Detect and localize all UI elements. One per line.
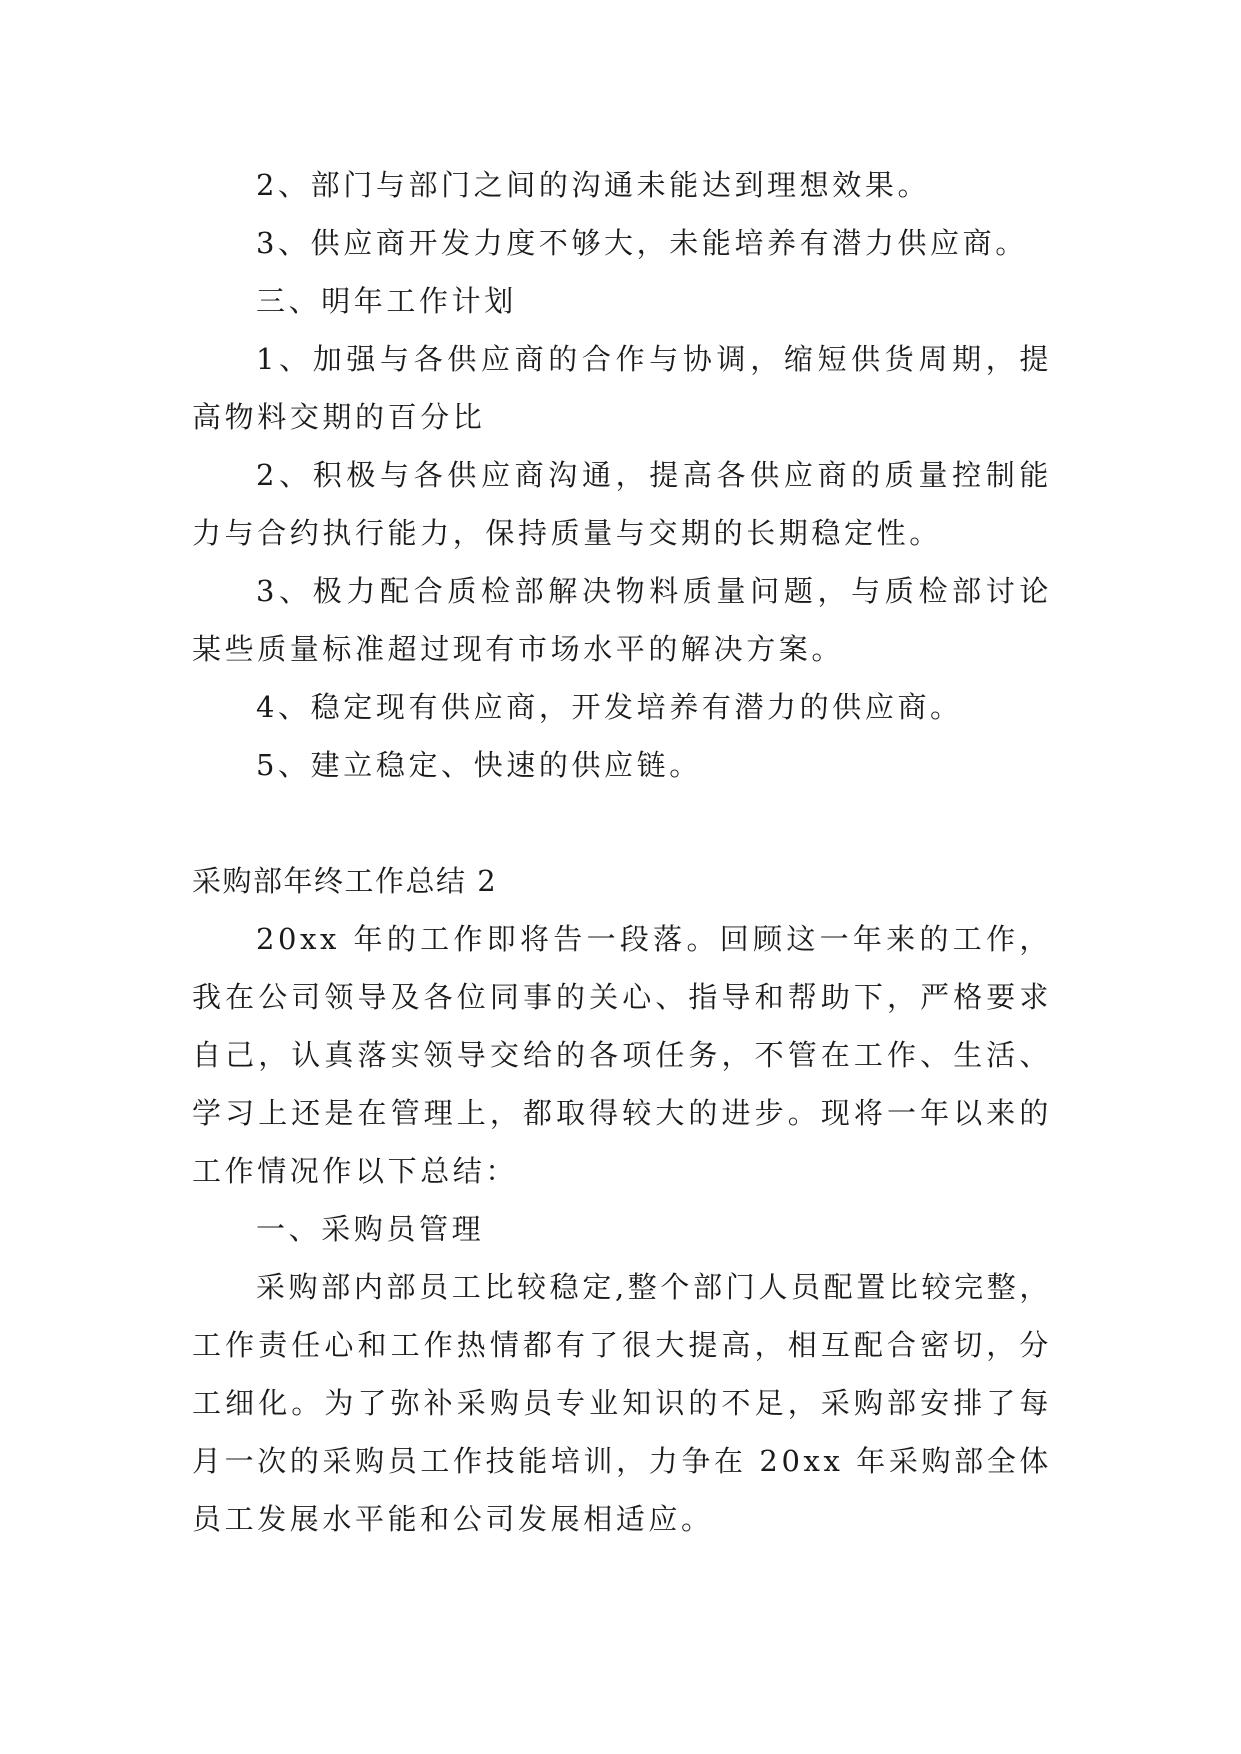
- section-heading: 三、明年工作计划: [256, 284, 517, 318]
- document-body: [192, 156, 1052, 1548]
- section-heading: 一、采购员管理: [256, 1212, 485, 1246]
- paragraph: 5、建立稳定、快速的供应链。: [256, 748, 702, 782]
- paragraph: 20xx 年的工作即将告一段落。回顾这一年来的工作，我在公司领导及各位同事的关心、指导和帮助下，严格要求自己，认真落实领导交给的各项任务，不管在工作、生活、学习上还是在管理上，都取得较大的进步。现将一年以来的工作情况作以下总结：: [192, 922, 1052, 1188]
- document-title: 采购部年终工作总结 2: [192, 864, 498, 898]
- paragraph: 2、部门与部门之间的沟通未能达到理想效果。: [256, 168, 931, 202]
- section-spacer: [192, 794, 1052, 852]
- paragraph: 3、供应商开发力度不够大，未能培养有潜力供应商。: [256, 226, 1028, 260]
- paragraph: 4、稳定现有供应商，开发培养有潜力的供应商。: [256, 690, 963, 724]
- paragraph: 2、积极与各供应商沟通，提高各供应商的质量控制能力与合约执行能力，保持质量与交期的长期稳定性。: [192, 458, 1052, 550]
- paragraph: 采购部内部员工比较稳定,整个部门人员配置比较完整，工作责任心和工作热情都有了很大提高，相互配合密切，分工细化。为了弥补采购员专业知识的不足，采购部安排了每月一次的采购员工作技能培训，力争在 20xx 年采购部全体员工发展水平能和公司发展相适应。: [192, 1270, 1052, 1536]
- paragraph: 1、加强与各供应商的合作与协调，缩短供货周期，提高物料交期的百分比: [192, 342, 1052, 434]
- paragraph: 3、极力配合质检部解决物料质量问题，与质检部讨论某些质量标准超过现有市场水平的解决方案。: [192, 574, 1052, 666]
